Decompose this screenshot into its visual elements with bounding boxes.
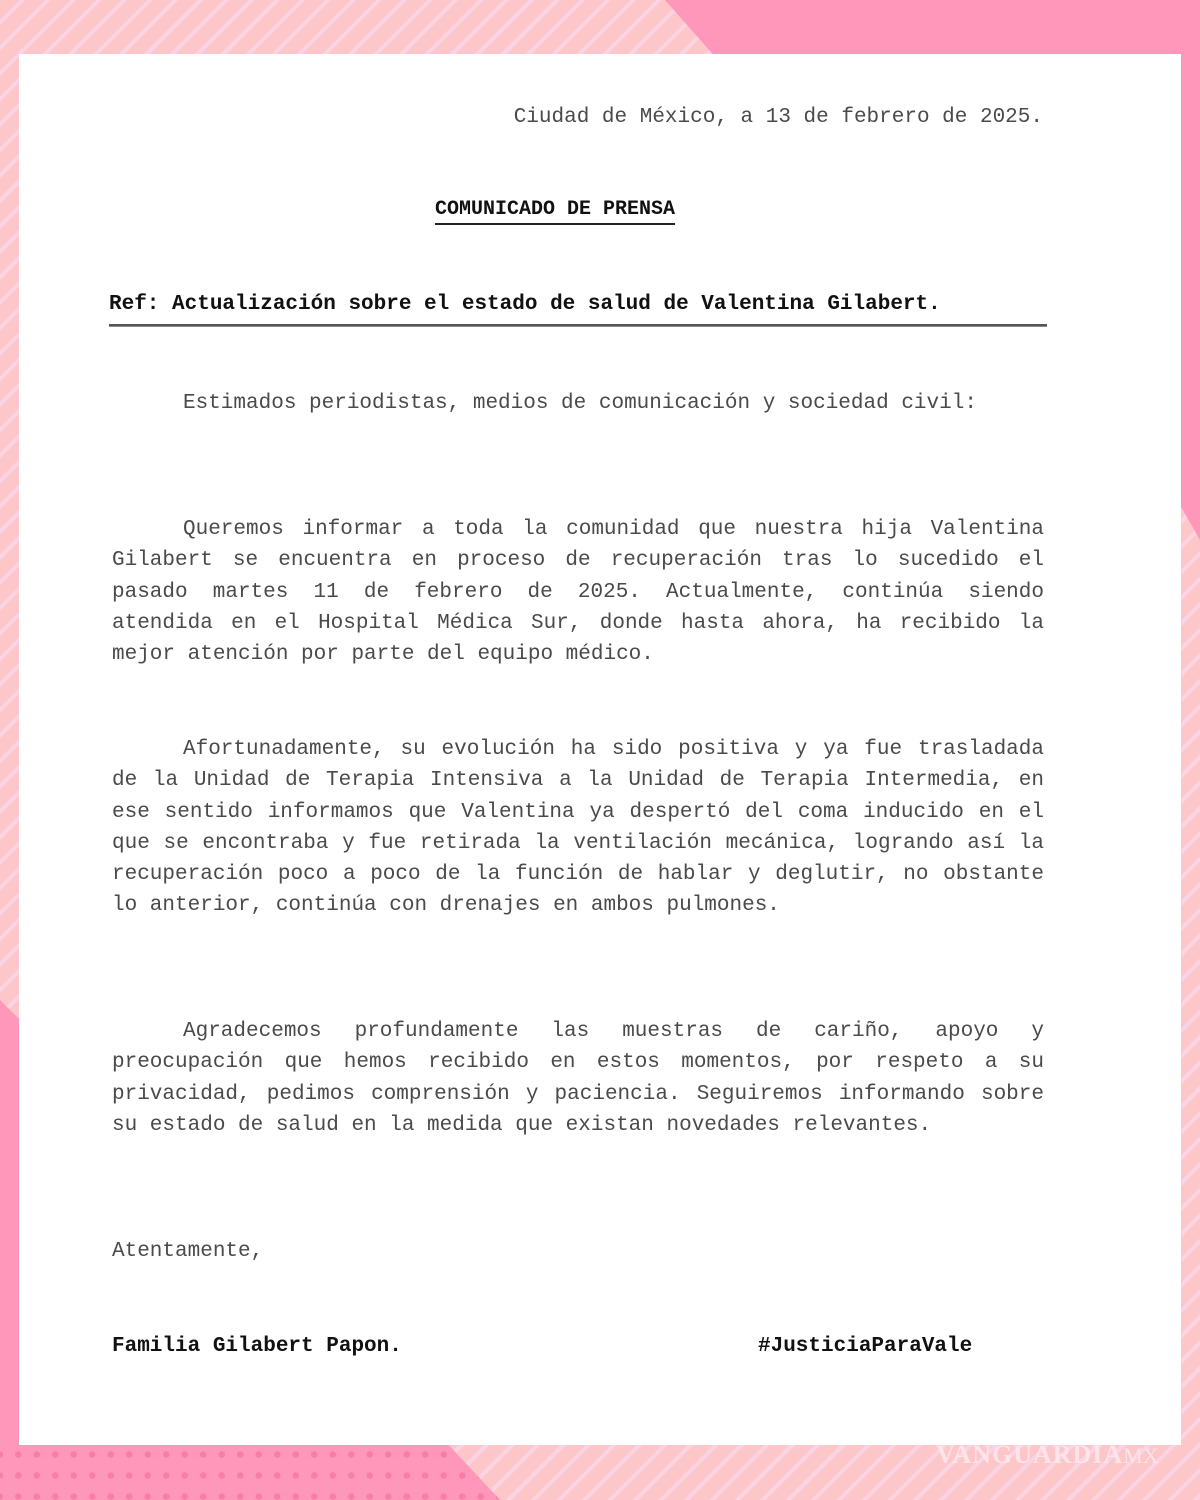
closing-line: Atentamente, xyxy=(112,1240,264,1263)
hashtag: #JusticiaParaVale xyxy=(758,1335,973,1358)
reference-underline xyxy=(109,324,1047,327)
body-paragraph-recovery: Queremos informar a toda la comunidad que nuestra hija Valentina Gilabert se encuentra en proceso de recuperación tras lo sucedido el pasado martes 11 de febrero de 2025. Actualmente, continúa siendo atendida en el Hospital Médica Sur, donde hasta ahora, ha recibido la mejor atención por parte del equipo médico. xyxy=(112,518,1044,667)
signature: Familia Gilabert Papon. xyxy=(112,1335,402,1358)
watermark-brand: VANGUARDIA xyxy=(936,1440,1124,1469)
watermark-suffix: MX xyxy=(1123,1443,1159,1468)
reference-line: Ref: Actualización sobre el estado de salud de Valentina Gilabert. xyxy=(109,293,941,316)
document-title: COMUNICADO DE PRENSA xyxy=(435,197,675,225)
decorative-pink-block-top xyxy=(0,0,1200,60)
body-paragraph-evolution: Afortunadamente, su evolución ha sido positiva y ya fue trasladada de la Unidad de Terapia Intensiva a la Unidad de Terapia Intermedia, en ese sentido informamos que Valentina ya despertó del coma inducido en el que se encontraba y fue retirada la ventilación mecánica, logrando así la recuperación poco a poco de la función de hablar y deglutir, no obstante lo anterior, continúa con drenajes en ambos pulmones. xyxy=(112,738,1044,918)
press-release-page xyxy=(19,54,1181,1445)
date-line: Ciudad de México, a 13 de febrero de 2025. xyxy=(513,106,1043,129)
body-paragraph-thanks: Agradecemos profundamente las muestras de cariño, apoyo y preocupación que hemos recibido en estos momentos, por respeto a su privacidad, pedimos comprensión y paciencia. Seguiremos informando sobre su estado de salud en la medida que existan novedades relevantes. xyxy=(112,1020,1044,1137)
salutation-paragraph: Estimados periodistas, medios de comunicación y sociedad civil: xyxy=(183,392,977,415)
watermark-logo xyxy=(936,1440,1159,1470)
